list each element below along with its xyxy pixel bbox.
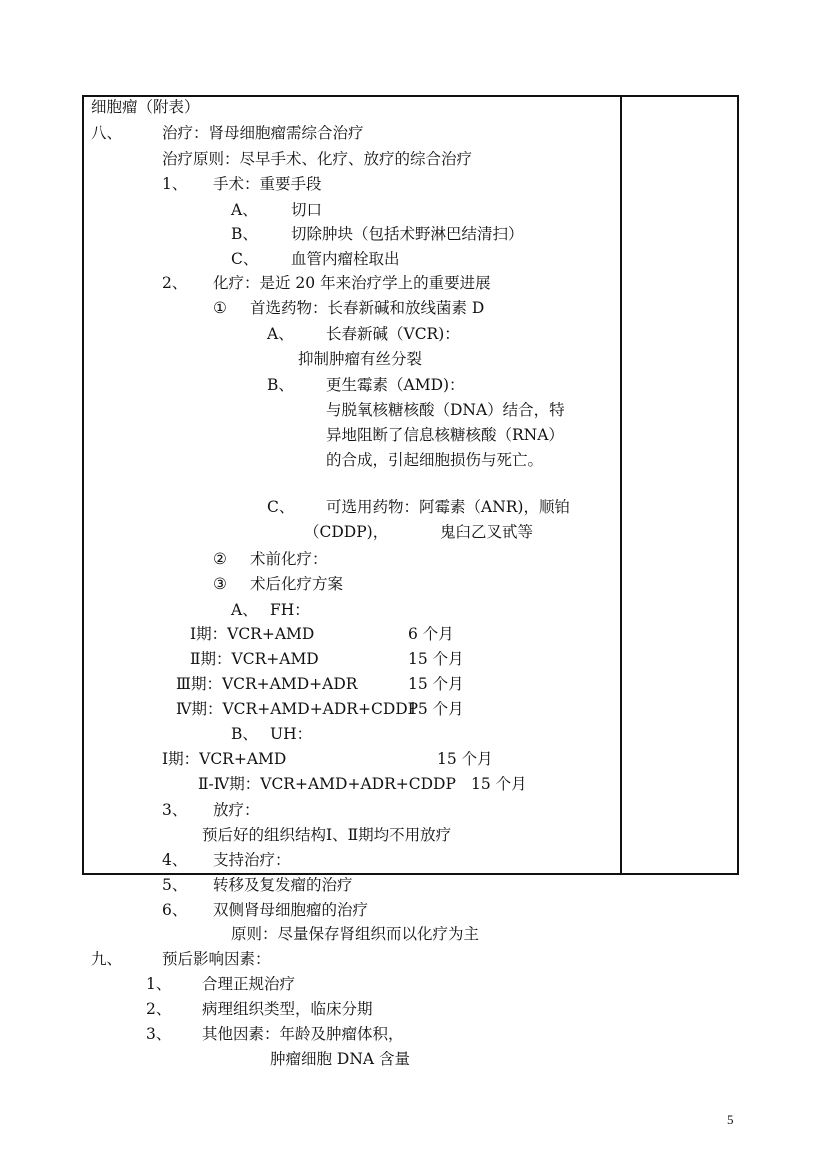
regimen-stage: Ⅰ期：VCR+AMD	[190, 625, 315, 643]
sub-item-letter: A、	[231, 601, 258, 619]
bilateral-principle: 原则：尽量保存肾组织而以化疗为主	[231, 925, 480, 943]
drug-vcr: 长春新碱（VCR)：	[326, 325, 460, 343]
item-number: 2、	[146, 1000, 172, 1018]
surgery-heading: 手术：重要手段	[213, 175, 322, 193]
factor-text-cont: 肿瘤细胞 DNA 含量	[270, 1050, 411, 1068]
item-number: 3、	[146, 1025, 172, 1043]
treatment-principle: 治疗原则：尽早手术、化疗、放疗的综合治疗	[162, 150, 473, 168]
relapse-heading: 转移及复发瘤的治疗	[213, 876, 353, 894]
table-column-divider	[620, 95, 622, 875]
regimen-stage: Ⅱ期：VCR+AMD	[190, 650, 319, 668]
item-number: 1、	[162, 175, 188, 193]
sub-item-text: 切口	[291, 201, 323, 219]
page-number: 5	[727, 1112, 734, 1127]
drug-description: 与脱氧核糖核酸（DNA）结合，特	[326, 401, 565, 419]
optional-drugs-cont: （CDDP)，	[304, 523, 389, 541]
section-8-title: 治疗：肾母细胞瘤需综合治疗	[162, 124, 364, 142]
optional-drugs: 可选用药物：阿霉素（ANR)，顺铂	[326, 498, 570, 516]
section-9-title: 预后影响因素：	[162, 950, 271, 968]
factor-text: 病理组织类型，临床分期	[202, 1000, 373, 1018]
continued-heading: 细胞瘤（附表）	[91, 98, 200, 116]
section-9-number: 九、	[91, 950, 123, 968]
factor-text: 其他因素：年龄及肿瘤体积，	[202, 1025, 404, 1043]
section-8-number: 八、	[91, 124, 123, 142]
drug-description: 异地阻断了信息核糖核酸（RNA）	[326, 426, 564, 444]
radiotherapy-note: 预后好的组织结构Ⅰ、Ⅱ期均不用放疗	[202, 826, 452, 844]
sub-item-letter: A、	[267, 325, 294, 343]
factor-text: 合理正规治疗	[202, 975, 296, 993]
regimen-duration: 15 个月	[471, 775, 527, 793]
drug-description: 抑制肿瘤有丝分裂	[298, 350, 423, 368]
item-number: 6、	[162, 901, 188, 919]
circled-number: ①	[213, 299, 227, 317]
regimen-duration: 15 个月	[408, 700, 464, 718]
regimen-stage: Ⅰ期：VCR+AMD	[162, 750, 287, 768]
fh-label: FH：	[270, 601, 310, 619]
drug-description: 的合成，引起细胞损伤与死亡。	[326, 451, 544, 469]
item-number: 4、	[162, 851, 188, 869]
first-choice-drugs: 首选药物：长春新碱和放线菌素 D	[250, 299, 485, 317]
preop-chemo: 术前化疗：	[250, 550, 328, 568]
circled-number: ③	[213, 575, 227, 593]
sub-item-letter: C、	[231, 250, 259, 268]
drug-amd: 更生霉素（AMD)：	[326, 376, 465, 394]
circled-number: ②	[213, 550, 227, 568]
sub-item-text: 血管内瘤栓取出	[291, 250, 400, 268]
item-number: 1、	[146, 975, 172, 993]
postop-chemo: 术后化疗方案	[250, 575, 344, 593]
regimen-stage: Ⅱ-Ⅳ期：VCR+AMD+ADR+CDDP	[198, 775, 456, 793]
sub-item-letter: C、	[267, 498, 295, 516]
sub-item-letter: B、	[231, 725, 258, 743]
item-number: 2、	[162, 274, 188, 292]
sub-item-letter: B、	[231, 225, 258, 243]
item-number: 3、	[162, 801, 188, 819]
regimen-duration: 6 个月	[408, 625, 454, 643]
chemotherapy-heading: 化疗：是近 20 年来治疗学上的重要进展	[213, 274, 491, 292]
bilateral-heading: 双侧肾母细胞瘤的治疗	[213, 901, 369, 919]
regimen-stage: Ⅲ期：VCR+AMD+ADR	[176, 675, 358, 693]
regimen-duration: 15 个月	[408, 675, 464, 693]
sub-item-letter: B、	[267, 376, 294, 394]
uh-label: UH：	[270, 725, 313, 743]
item-number: 5、	[162, 876, 188, 894]
regimen-duration: 15 个月	[408, 650, 464, 668]
regimen-stage: Ⅳ期：VCR+AMD+ADR+CDDP	[176, 700, 419, 718]
sub-item-text: 切除肿块（包括术野淋巴结清扫）	[291, 225, 524, 243]
regimen-duration: 15 个月	[437, 750, 493, 768]
radiotherapy-heading: 放疗：	[213, 801, 260, 819]
optional-drugs-cont: 鬼臼乙叉甙等	[440, 523, 534, 541]
sub-item-letter: A、	[231, 201, 258, 219]
support-heading: 支持治疗：	[213, 851, 291, 869]
